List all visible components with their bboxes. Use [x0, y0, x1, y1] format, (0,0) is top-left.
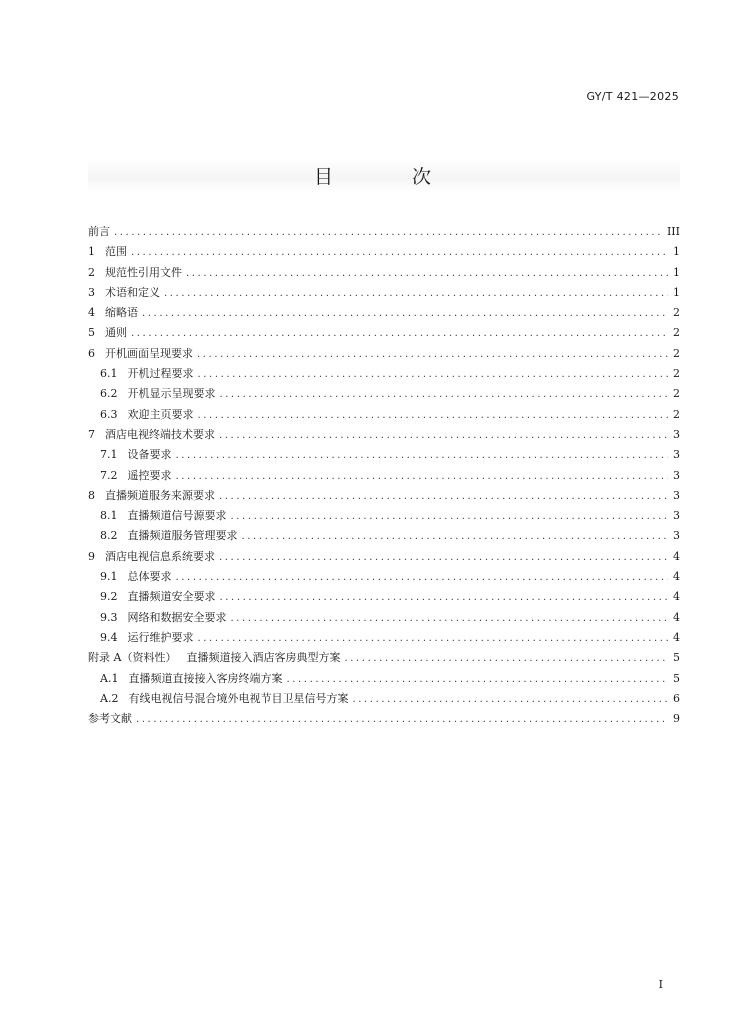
toc-entry-number: 9	[88, 549, 95, 563]
toc-entry-label: 术语和定义	[105, 285, 160, 299]
toc-leader	[114, 227, 663, 238]
toc-leader	[176, 450, 669, 461]
standard-code: GY/T 421—2025	[586, 90, 679, 103]
toc-entry-label: 规范性引用文件	[105, 265, 182, 279]
toc-leader	[219, 552, 668, 563]
toc-entry-page: 3	[673, 448, 680, 462]
toc-entry-label: 直播频道信号源要求	[127, 509, 227, 523]
toc-entry-page: 4	[673, 610, 680, 624]
toc-entry-label: 设备要求	[127, 448, 172, 462]
toc-leader	[198, 369, 669, 380]
toc-leader	[164, 288, 668, 299]
toc-entry-page: 1	[673, 285, 680, 299]
toc-entry-label: 总体要求	[127, 570, 172, 584]
toc-entry-label: 直播频道直接接入客房终端方案	[128, 671, 283, 685]
toc-entry[interactable]	[88, 304, 680, 324]
toc-leader	[220, 592, 669, 603]
toc-entry-page: 2	[673, 306, 680, 320]
toc-entry-page: 5	[673, 651, 680, 665]
toc-subentry[interactable]	[88, 385, 680, 405]
toc-entry[interactable]	[88, 243, 680, 263]
toc-entry-number: 6.3	[100, 407, 118, 421]
toc-entry[interactable]	[88, 345, 680, 365]
toc-entry[interactable]	[88, 548, 680, 568]
toc-entry[interactable]	[88, 324, 680, 344]
toc-leader	[198, 633, 669, 644]
toc-subentry[interactable]	[88, 609, 680, 629]
toc-entry-number: 6.1	[100, 367, 118, 381]
toc-entry-page: 2	[673, 387, 680, 401]
toc-leader	[136, 714, 668, 725]
toc-entry-number: 7.1	[100, 448, 118, 462]
toc-entry-label: 开机画面呈现要求	[105, 346, 193, 360]
toc-entry-page: 2	[673, 326, 680, 340]
toc-entry-label: 欢迎主页要求	[127, 407, 194, 421]
toc-entry-page: 2	[673, 367, 680, 381]
toc-entry-number: 6.2	[100, 387, 118, 401]
toc-entry-label: 运行维护要求	[127, 630, 194, 644]
toc-entry-label: 遥控要求	[127, 468, 172, 482]
toc-entry-page: 3	[673, 529, 680, 543]
toc-entry-page: 5	[673, 671, 680, 685]
toc-entry-label: 直播频道接入酒店客房典型方案	[186, 651, 341, 665]
toc-entry-number: 9.2	[100, 590, 118, 604]
toc-leader	[142, 308, 668, 319]
toc-entry-number: 8	[88, 488, 95, 502]
toc-leader	[197, 349, 668, 360]
toc-leader	[186, 268, 668, 279]
toc-entry-number: 9.4	[100, 630, 118, 644]
toc-leader	[219, 491, 668, 502]
toc-leader	[198, 410, 669, 421]
toc-entry-label: 参考文献	[88, 712, 132, 726]
toc-entry-page: 6	[673, 691, 680, 705]
toc-leader	[231, 613, 669, 624]
toc-entry[interactable]	[88, 284, 680, 304]
toc-entry-label: 前言	[88, 225, 110, 238]
toc-entry-page: III	[666, 225, 680, 238]
toc-leader	[220, 389, 669, 400]
toc-subentry[interactable]	[88, 629, 680, 649]
toc-entry-label: 直播频道服务来源要求	[105, 488, 215, 502]
toc-entry-number: 9.1	[100, 570, 118, 584]
toc-subentry[interactable]	[88, 588, 680, 608]
toc-entry-page: 2	[673, 346, 680, 360]
toc-entry-page: 3	[673, 468, 680, 482]
toc-subentry[interactable]	[88, 467, 680, 487]
toc-entry-label: 直播频道安全要求	[127, 590, 216, 604]
toc-entry[interactable]	[88, 223, 680, 243]
toc-leader	[242, 531, 669, 542]
toc-leader	[131, 328, 668, 339]
toc-entry-number: 附录 A（资料性）	[88, 651, 177, 665]
toc-entry-label: 有线电视信号混合境外电视节目卫星信号方案	[128, 691, 349, 705]
toc-entry-page: 4	[673, 549, 680, 563]
toc-leader	[344, 653, 668, 664]
toc-entry-label: 范围	[105, 245, 127, 259]
toc-entry[interactable]	[88, 487, 680, 507]
toc-entry[interactable]	[88, 710, 680, 730]
toc-entry-number: 5	[88, 326, 95, 340]
toc-entry-label: 酒店电视终端技术要求	[105, 427, 215, 441]
toc-entry-number: 9.3	[100, 610, 118, 624]
toc-entry-number: 7	[88, 427, 95, 441]
toc-entry-number: 8.2	[100, 529, 118, 543]
toc-entry-page: 3	[673, 427, 680, 441]
toc-leader	[176, 572, 669, 583]
toc-entry-page: 9	[673, 712, 680, 726]
toc-leader	[352, 694, 668, 705]
toc-subentry[interactable]	[88, 568, 680, 588]
toc-entry-label: 开机过程要求	[127, 367, 194, 381]
toc-leader	[219, 430, 668, 441]
toc-entry[interactable]	[88, 649, 680, 669]
toc-leader	[131, 247, 668, 258]
toc-entry-label: 通则	[105, 326, 127, 340]
toc-entry-label: 网络和数据安全要求	[127, 610, 227, 624]
page-number: I	[658, 978, 663, 991]
toc-entry-page: 4	[673, 570, 680, 584]
toc-entry-number: 8.1	[100, 509, 118, 523]
toc-entry-number: 2	[88, 265, 95, 279]
toc-entry-number: 6	[88, 346, 95, 360]
toc-leader	[286, 674, 668, 685]
toc-entry-page: 3	[673, 509, 680, 523]
toc-entry-label: 直播频道服务管理要求	[127, 529, 238, 543]
toc-entry[interactable]	[88, 264, 680, 284]
toc-entry-page: 2	[673, 407, 680, 421]
toc-subentry[interactable]	[88, 527, 680, 547]
toc-entry-page: 1	[673, 245, 680, 259]
toc-entry-label: 缩略语	[105, 306, 138, 320]
toc-subentry[interactable]	[88, 365, 680, 385]
toc-entry[interactable]	[88, 426, 680, 446]
toc-subentry[interactable]	[88, 406, 680, 426]
toc-entry-page: 4	[673, 590, 680, 604]
page-title: 目 次	[313, 166, 461, 188]
toc-entry-number: A.1	[100, 671, 119, 685]
toc-entry-number: 3	[88, 285, 95, 299]
toc-entry-page: 3	[673, 488, 680, 502]
toc-subentry[interactable]	[88, 690, 680, 710]
toc-entry-number: 7.2	[100, 468, 118, 482]
toc-entry-label: 开机显示呈现要求	[127, 387, 216, 401]
toc-entry-page: 4	[673, 630, 680, 644]
toc-entry-number: 1	[88, 245, 95, 259]
toc-entry-number: A.2	[100, 691, 119, 705]
table-of-contents	[88, 223, 680, 730]
toc-entry-label: 酒店电视信息系统要求	[105, 549, 215, 563]
toc-subentry[interactable]	[88, 670, 680, 690]
toc-subentry[interactable]	[88, 507, 680, 527]
toc-leader	[231, 511, 669, 522]
toc-subentry[interactable]	[88, 446, 680, 466]
toc-leader	[176, 471, 669, 482]
toc-entry-number: 4	[88, 306, 95, 320]
toc-entry-page: 1	[673, 265, 680, 279]
